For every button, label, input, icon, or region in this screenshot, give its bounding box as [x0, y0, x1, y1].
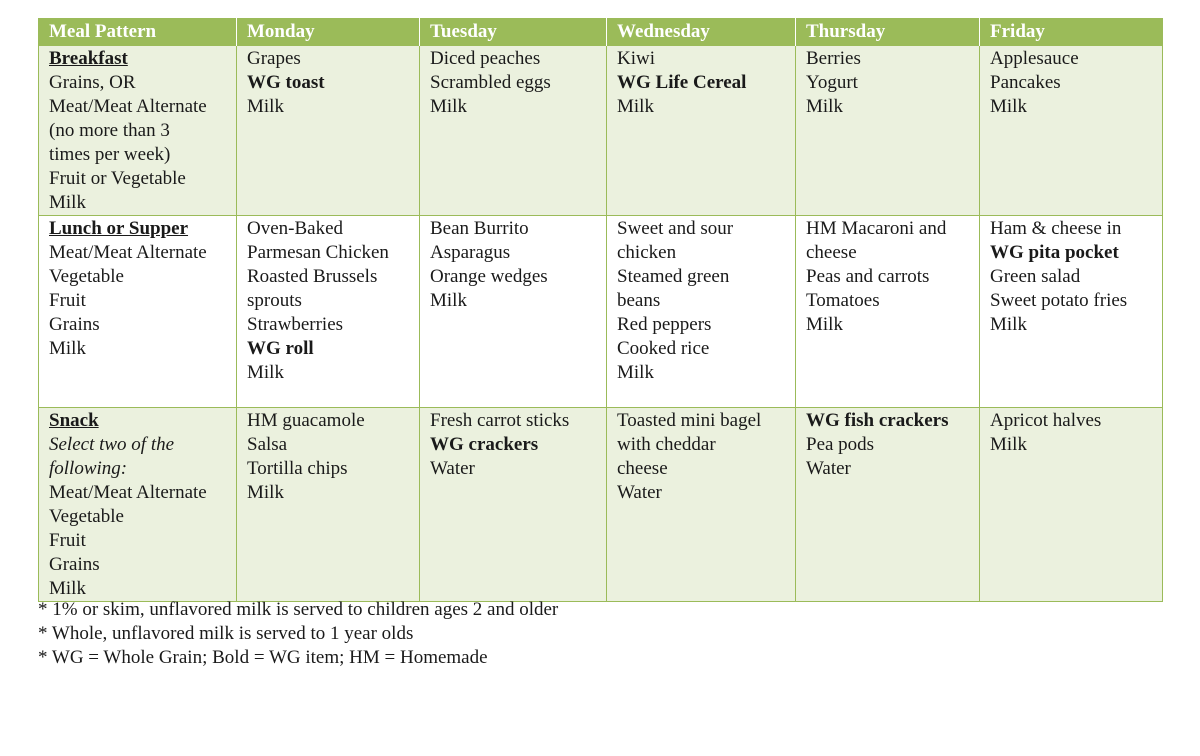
- menu-item: Milk: [990, 96, 1027, 117]
- menu-item: HM Macaroni and cheese: [806, 218, 947, 263]
- tuesday-cell: [420, 46, 607, 216]
- menu-item: WG Life Cereal: [617, 72, 747, 93]
- component-item: Select two of the following:: [49, 434, 175, 479]
- footnotes: [38, 598, 558, 670]
- component-item: Meat/Meat Alternate: [49, 482, 207, 503]
- menu-item: Pancakes: [990, 72, 1061, 93]
- menu-item: Milk: [430, 96, 467, 117]
- menu-item: Tortilla chips: [247, 458, 348, 479]
- thursday-cell: [796, 408, 980, 602]
- footnote-milk-1-year: * Whole, unflavored milk is served to 1 year olds: [38, 623, 414, 644]
- snack-row: [39, 408, 1163, 602]
- component-item: Grains, OR: [49, 72, 136, 93]
- menu-item: Milk: [617, 362, 654, 383]
- header-tuesday: Tuesday: [420, 18, 607, 46]
- footnote-milk-2-older: * 1% or skim, unflavored milk is served to children ages 2 and older: [38, 599, 559, 620]
- menu-item: Strawberries: [247, 314, 344, 335]
- menu-item: WG roll: [247, 338, 314, 359]
- menu-item: WG crackers: [430, 434, 539, 455]
- menu-item: Fresh carrot sticks: [430, 410, 570, 431]
- menu-item: Steamed green beans: [617, 266, 730, 311]
- component-item: Milk: [49, 192, 86, 213]
- monday-cell: [237, 46, 420, 216]
- header-thursday: Thursday: [796, 18, 980, 46]
- menu-item: Roasted Brussels sprouts: [247, 266, 378, 311]
- menu-item: Milk: [247, 482, 284, 503]
- menu-item: WG pita pocket: [990, 242, 1119, 263]
- breakfast-row: [39, 46, 1163, 216]
- friday-cell: [980, 408, 1163, 602]
- menu-item: Oven-Baked Parmesan Chicken: [247, 218, 389, 263]
- menu-item: Green salad: [990, 266, 1081, 287]
- menu-item: Sweet and sour chicken: [617, 218, 734, 263]
- component-item: Fruit: [49, 290, 86, 311]
- menu-item: Tomatoes: [806, 290, 880, 311]
- lunch-row: [39, 216, 1163, 408]
- menu-item: Salsa: [247, 434, 288, 455]
- pattern-cell: [39, 46, 237, 216]
- menu-item: Cooked rice: [617, 338, 710, 359]
- monday-cell: [237, 408, 420, 602]
- component-item: Vegetable: [49, 266, 124, 287]
- component-item: Vegetable: [49, 506, 124, 527]
- menu-item: Asparagus: [430, 242, 511, 263]
- menu-item: Orange wedges: [430, 266, 548, 287]
- menu-item: Water: [617, 482, 662, 503]
- menu-item: Applesauce: [990, 48, 1079, 69]
- component-item: Milk: [49, 578, 86, 599]
- menu-item: Milk: [247, 96, 284, 117]
- menu-item: Peas and carrots: [806, 266, 930, 287]
- component-item: Meat/Meat Alternate: [49, 242, 207, 263]
- menu-item: Apricot halves: [990, 410, 1102, 431]
- meal-type-label: Lunch or Supper: [49, 218, 189, 239]
- component-item: Fruit or Vegetable: [49, 168, 186, 189]
- friday-cell: [980, 46, 1163, 216]
- menu-item: Milk: [806, 96, 843, 117]
- menu-item: Milk: [990, 314, 1027, 335]
- menu-item: Milk: [247, 362, 284, 383]
- component-item: Fruit: [49, 530, 86, 551]
- menu-item: Pea pods: [806, 434, 875, 455]
- menu-item: Bean Burrito: [430, 218, 529, 239]
- meal-menu-table: [38, 18, 1163, 602]
- menu-item: Kiwi: [617, 48, 655, 69]
- menu-item: Grapes: [247, 48, 301, 69]
- wednesday-cell: [607, 216, 796, 408]
- menu-item: Sweet potato fries: [990, 290, 1128, 311]
- footnote-legend: * WG = Whole Grain; Bold = WG item; HM = Homemade: [38, 647, 488, 668]
- tuesday-cell: [420, 408, 607, 602]
- menu-item: Red peppers: [617, 314, 712, 335]
- menu-item: Water: [430, 458, 475, 479]
- menu-item: Milk: [430, 290, 467, 311]
- menu-item: WG fish crackers: [806, 410, 949, 431]
- header-wednesday: Wednesday: [607, 18, 796, 46]
- menu-item: Yogurt: [806, 72, 858, 93]
- pattern-cell: [39, 216, 237, 408]
- header-meal-pattern: Meal Pattern: [39, 18, 237, 46]
- thursday-cell: [796, 46, 980, 216]
- component-item: Milk: [49, 338, 86, 359]
- menu-item: Milk: [617, 96, 654, 117]
- menu-item: Toasted mini bagel with cheddar cheese: [617, 410, 762, 479]
- friday-cell: [980, 216, 1163, 408]
- component-item: (no more than 3 times per week): [49, 120, 171, 165]
- header-row: [39, 18, 1163, 46]
- header-friday: Friday: [980, 18, 1163, 46]
- menu-item: HM guacamole: [247, 410, 365, 431]
- component-item: Grains: [49, 554, 100, 575]
- meal-type-label: Breakfast: [49, 48, 128, 69]
- menu-item: Water: [806, 458, 851, 479]
- menu-item: Milk: [806, 314, 843, 335]
- menu-item: Ham & cheese in: [990, 218, 1122, 239]
- wednesday-cell: [607, 408, 796, 602]
- component-item: Grains: [49, 314, 100, 335]
- thursday-cell: [796, 216, 980, 408]
- menu-item: Scrambled eggs: [430, 72, 551, 93]
- menu-item: Berries: [806, 48, 861, 69]
- wednesday-cell: [607, 46, 796, 216]
- menu-item: Diced peaches: [430, 48, 541, 69]
- monday-cell: [237, 216, 420, 408]
- tuesday-cell: [420, 216, 607, 408]
- component-item: Meat/Meat Alternate: [49, 96, 207, 117]
- menu-item: WG toast: [247, 72, 325, 93]
- menu-item: Milk: [990, 434, 1027, 455]
- pattern-cell: [39, 408, 237, 602]
- meal-type-label: Snack: [49, 410, 99, 431]
- header-monday: Monday: [237, 18, 420, 46]
